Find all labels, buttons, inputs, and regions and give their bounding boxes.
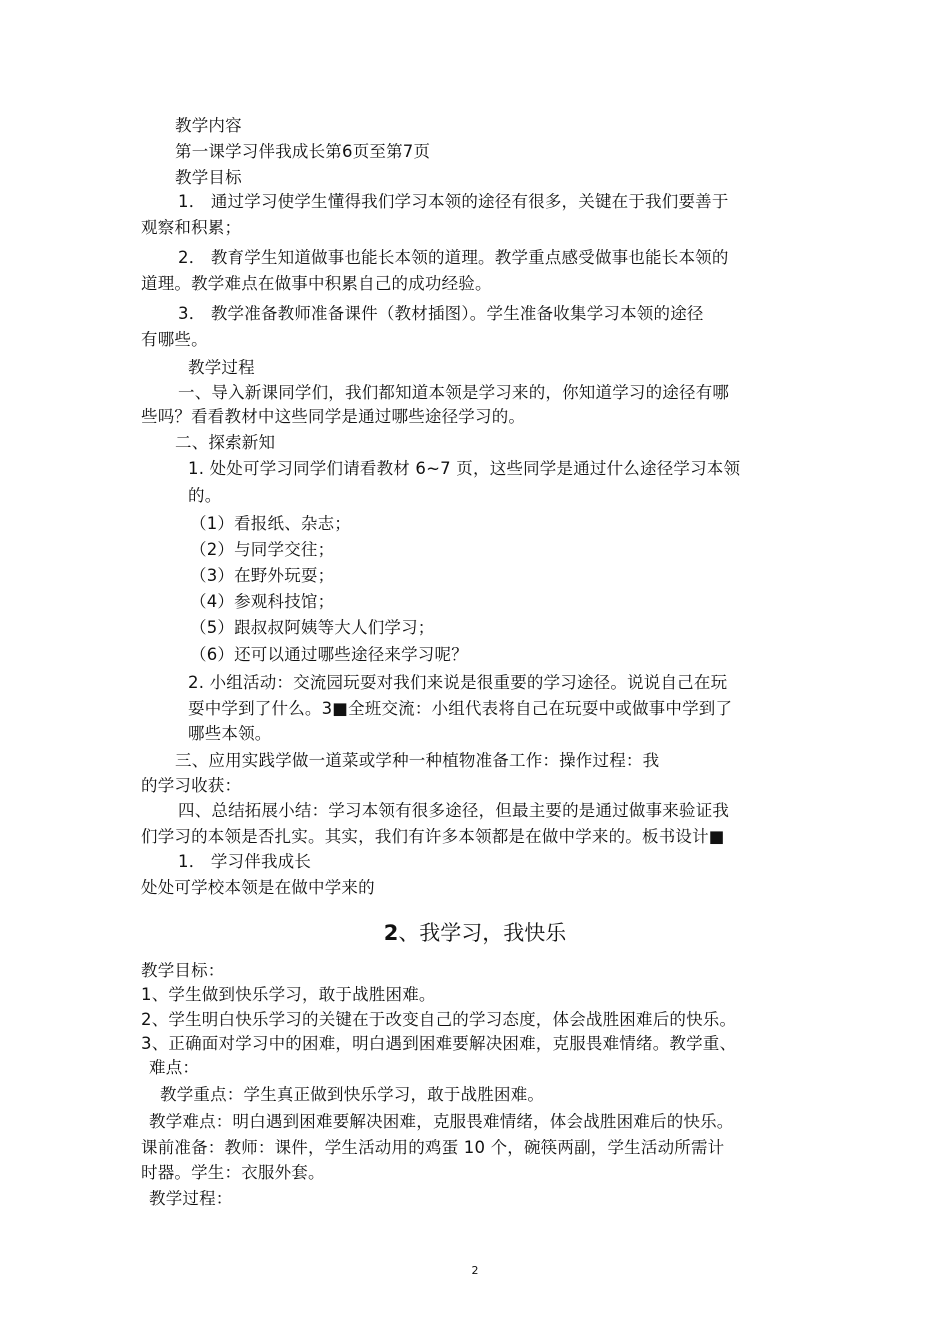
way-item: （5）跟叔叔阿姨等大人们学习； [190,618,435,637]
way-item: （6）还可以通过哪些途径来学习呢？ [190,645,468,664]
step-1-line-1: 一、导入新课同学们，我们都知道本领是学习来的，你知道学习的途径有哪 [178,383,730,402]
lesson-2-title-text: 、我学习，我快乐 [398,921,567,945]
goal-2-line-2: 道理。教学难点在做事中积累自己的成功经验。 [141,274,492,293]
lesson-2-goal-3-line-1: 3、正确面对学习中的困难，明白遇到困难要解决困难，克服畏难情绪。教学重、 [141,1034,737,1053]
step-4-line-2: 们学习的本领是否扎实。其实，我们有许多本领都是在做中学来的。板书设计■ [141,827,725,846]
lesson-2-goal-1: 1、学生做到快乐学习，敢于战胜困难。 [141,985,436,1004]
lesson-range: 第一课学习伴我成长第6页至第7页 [175,142,431,161]
goal-3-line-2: 有哪些。 [141,330,208,349]
difficult-point: 教学难点：明白遇到困难要解决困难，克服畏难情绪，体会战胜困难后的快乐。 [149,1112,734,1131]
step-3-line-2: 的学习收获： [141,776,242,795]
step-3-line-1: 三、应用实践学做一道菜或学种一种植物准备工作：操作过程：我 [175,751,660,770]
lesson-2-goal-3-line-2: 难点： [149,1058,200,1077]
prep-line-2: 时器。学生：衣服外套。 [141,1163,325,1182]
step-1-line-2: 些吗？看看教材中这些同学是通过哪些途径学习的。 [141,407,526,426]
board-design-line-1: 1． 学习伴我成长 [178,852,312,871]
lesson-2-title-number: 2 [383,921,399,945]
lesson-2-process-heading: 教学过程： [149,1189,233,1208]
lesson-2-goals-heading: 教学目标： [141,961,225,980]
prep-line-1: 课前准备：教师：课件，学生活动用的鸡蛋 10 个，碗筷两副，学生活动所需计 [141,1138,725,1157]
lesson-2-goal-2: 2、学生明白快乐学习的关键在于改变自己的学习态度，体会战胜困难后的快乐。 [141,1010,737,1029]
goal-2-line-1: 2． 教育学生知道做事也能长本领的道理。教学重点感受做事也能长本领的 [178,248,729,267]
way-item: （2）与同学交往； [190,540,335,559]
board-design-line-2: 处处可学校本领是在做中学来的 [141,878,375,897]
goal-1-line-2: 观察和积累； [141,218,242,237]
step-2-item-2-line-3: 哪些本领。 [188,724,272,743]
step-2-heading: 二、探索新知 [175,433,276,452]
step-2-item-1-line-1: 1. 处处可学习同学们请看教材 6~7 页，这些同学是通过什么途径学习本领 [188,459,741,478]
step-2-item-1-line-2: 的。 [188,486,222,505]
step-2-item-2-line-2: 耍中学到了什么。3■全班交流：小组代表将自己在玩耍中或做事中学到了 [188,699,733,718]
way-item: （4）参观科技馆； [190,592,335,611]
key-point: 教学重点：学生真正做到快乐学习，敢于战胜困难。 [160,1085,545,1104]
step-2-item-2-line-1: 2. 小组活动：交流园玩耍对我们来说是很重要的学习途径。说说自己在玩 [188,673,728,692]
lesson-2-title [0,920,950,946]
goal-3-line-1: 3． 教学准备教师准备课件（教材插图）。学生准备收集学习本领的途径 [178,304,704,323]
process-heading: 教学过程 [188,358,255,377]
goal-1-line-1: 1． 通过学习使学生懂得我们学习本领的途径有很多，关键在于我们要善于 [178,192,729,211]
content-heading: 教学内容 [175,116,242,135]
page-number: 2 [471,1264,479,1277]
step-4-line-1: 四、总结拓展小结：学习本领有很多途径，但最主要的是通过做事来验证我 [178,801,730,820]
way-item: （1）看报纸、杂志； [190,514,351,533]
goals-heading: 教学目标 [175,168,242,187]
way-item: （3）在野外玩耍； [190,566,335,585]
